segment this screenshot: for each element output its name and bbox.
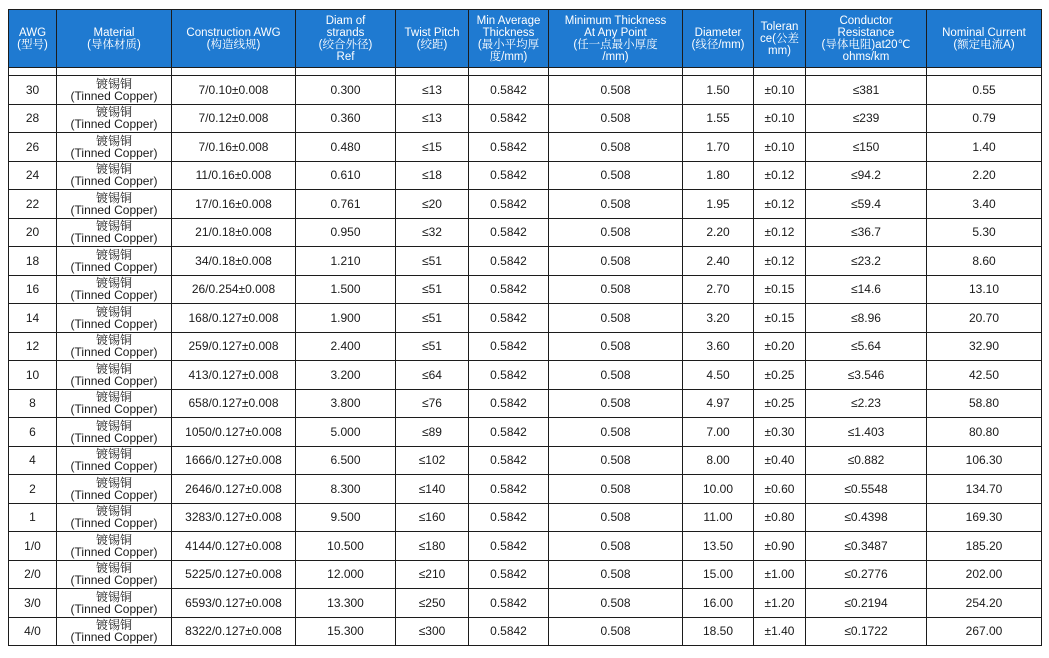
material-cn: 镀锡铜 — [95, 390, 132, 405]
cell-resistance: ≤1.403 — [806, 418, 927, 447]
cell-twist-pitch: ≤300 — [396, 617, 469, 646]
cell-diameter: 3.60 — [683, 332, 754, 361]
cell-twist-pitch: ≤180 — [396, 532, 469, 561]
material-cn: 镀锡铜 — [95, 219, 132, 234]
cell-strand-diameter: 12.000 — [296, 560, 396, 589]
cell-resistance: ≤36.7 — [806, 218, 927, 247]
cell-min-average-thickness: 0.5842 — [469, 617, 549, 646]
cell-construction: 3283/0.127±0.008 — [172, 503, 296, 532]
cell-nominal-current: 185.20 — [927, 532, 1042, 561]
cell-nominal-current: 80.80 — [927, 418, 1042, 447]
cell-tolerance: ±1.20 — [754, 589, 806, 618]
cell-awg: 22 — [9, 190, 57, 219]
table-row — [9, 589, 1042, 618]
cell-diameter: 2.20 — [683, 218, 754, 247]
material-cn: 镀锡铜 — [95, 304, 132, 319]
material-cn: 镀锡铜 — [95, 532, 132, 547]
cell-construction: 11/0.16±0.008 — [172, 161, 296, 190]
cell-diameter: 18.50 — [683, 617, 754, 646]
cell-resistance: ≤59.4 — [806, 190, 927, 219]
cell-construction: 6593/0.127±0.008 — [172, 589, 296, 618]
cell-nominal-current: 1.40 — [927, 133, 1042, 162]
cell-strand-diameter: 0.950 — [296, 218, 396, 247]
material-en: (Tinned Copper) — [70, 459, 158, 474]
cell-min-average-thickness: 0.5842 — [469, 304, 549, 333]
cell-tolerance: ±0.30 — [754, 418, 806, 447]
cell-diameter: 10.00 — [683, 475, 754, 504]
cell-awg: 2 — [9, 475, 57, 504]
cell-construction: 7/0.10±0.008 — [172, 76, 296, 105]
cell-diameter: 11.00 — [683, 503, 754, 532]
cell-construction: 5225/0.127±0.008 — [172, 560, 296, 589]
cell-construction: 34/0.18±0.008 — [172, 247, 296, 276]
table-row — [9, 560, 1042, 589]
cell-tolerance: ±0.10 — [754, 133, 806, 162]
material-en: (Tinned Copper) — [70, 630, 158, 645]
cell-awg: 12 — [9, 332, 57, 361]
cell-resistance: ≤0.2194 — [806, 589, 927, 618]
cell-min-thickness-any-point: 0.508 — [549, 190, 683, 219]
cell-construction: 21/0.18±0.008 — [172, 218, 296, 247]
cell-strand-diameter: 6.500 — [296, 446, 396, 475]
cell-twist-pitch: ≤51 — [396, 275, 469, 304]
cell-twist-pitch: ≤89 — [396, 418, 469, 447]
cell-tolerance: ±0.15 — [754, 275, 806, 304]
table-row — [9, 76, 1042, 105]
material-cn: 镀锡铜 — [95, 190, 132, 205]
cell-twist-pitch: ≤76 — [396, 389, 469, 418]
cell-min-average-thickness: 0.5842 — [469, 332, 549, 361]
cell-nominal-current: 5.30 — [927, 218, 1042, 247]
cell-resistance: ≤0.4398 — [806, 503, 927, 532]
cell-diameter: 1.95 — [683, 190, 754, 219]
cell-min-average-thickness: 0.5842 — [469, 76, 549, 105]
cell-awg: 2/0 — [9, 560, 57, 589]
cell-awg: 24 — [9, 161, 57, 190]
material-cn: 镀锡铜 — [95, 133, 132, 148]
cell-nominal-current: 134.70 — [927, 475, 1042, 504]
material-en: (Tinned Copper) — [70, 231, 158, 246]
cell-awg: 4/0 — [9, 617, 57, 646]
cell-construction: 4144/0.127±0.008 — [172, 532, 296, 561]
cell-min-thickness-any-point: 0.508 — [549, 446, 683, 475]
material-cn: 镀锡铜 — [95, 475, 132, 490]
header-spacer-row — [9, 68, 1042, 76]
material-cn: 镀锡铜 — [95, 162, 132, 177]
cell-resistance: ≤239 — [806, 104, 927, 133]
cell-tolerance: ±0.25 — [754, 389, 806, 418]
cell-twist-pitch: ≤64 — [396, 361, 469, 390]
cell-resistance: ≤0.5548 — [806, 475, 927, 504]
cell-diameter: 7.00 — [683, 418, 754, 447]
material-cn: 镀锡铜 — [95, 76, 132, 91]
cell-resistance: ≤2.23 — [806, 389, 927, 418]
cell-resistance: ≤0.882 — [806, 446, 927, 475]
cell-min-thickness-any-point: 0.508 — [549, 76, 683, 105]
cell-min-average-thickness: 0.5842 — [469, 133, 549, 162]
cell-nominal-current: 13.10 — [927, 275, 1042, 304]
cell-material — [57, 589, 172, 618]
cell-material — [57, 104, 172, 133]
cell-twist-pitch: ≤51 — [396, 304, 469, 333]
cell-nominal-current: 267.00 — [927, 617, 1042, 646]
cell-material — [57, 133, 172, 162]
header-tolerance: Toleran ce(公差 mm) — [754, 10, 806, 68]
cell-nominal-current: 169.30 — [927, 503, 1042, 532]
cell-nominal-current: 202.00 — [927, 560, 1042, 589]
cell-diameter: 1.55 — [683, 104, 754, 133]
table-row — [9, 361, 1042, 390]
cell-material — [57, 361, 172, 390]
material-en: (Tinned Copper) — [70, 544, 158, 559]
cell-material — [57, 332, 172, 361]
cell-tolerance: ±0.80 — [754, 503, 806, 532]
cell-diameter: 4.97 — [683, 389, 754, 418]
cell-construction: 1666/0.127±0.008 — [172, 446, 296, 475]
cell-construction: 2646/0.127±0.008 — [172, 475, 296, 504]
cell-strand-diameter: 9.500 — [296, 503, 396, 532]
table-row — [9, 532, 1042, 561]
cell-diameter: 8.00 — [683, 446, 754, 475]
cell-strand-diameter: 0.610 — [296, 161, 396, 190]
cell-material — [57, 503, 172, 532]
cell-min-average-thickness: 0.5842 — [469, 446, 549, 475]
cell-material — [57, 532, 172, 561]
cell-resistance: ≤14.6 — [806, 275, 927, 304]
material-en: (Tinned Copper) — [70, 88, 158, 103]
cell-min-thickness-any-point: 0.508 — [549, 161, 683, 190]
material-en: (Tinned Copper) — [70, 316, 158, 331]
cell-diameter: 13.50 — [683, 532, 754, 561]
material-en: (Tinned Copper) — [70, 345, 158, 360]
header-minimum-thickness: Minimum Thickness At Any Point (任一点最小厚度 /mm) — [549, 10, 683, 68]
cell-nominal-current: 20.70 — [927, 304, 1042, 333]
cell-min-thickness-any-point: 0.508 — [549, 133, 683, 162]
table-row — [9, 446, 1042, 475]
cell-material — [57, 190, 172, 219]
cell-awg: 16 — [9, 275, 57, 304]
cell-min-thickness-any-point: 0.508 — [549, 418, 683, 447]
cell-material — [57, 76, 172, 105]
cell-material — [57, 389, 172, 418]
cell-strand-diameter: 0.480 — [296, 133, 396, 162]
cell-twist-pitch: ≤102 — [396, 446, 469, 475]
cell-awg: 30 — [9, 76, 57, 105]
cell-nominal-current: 3.40 — [927, 190, 1042, 219]
cell-material — [57, 275, 172, 304]
table-row — [9, 190, 1042, 219]
cell-resistance: ≤8.96 — [806, 304, 927, 333]
material-cn: 镀锡铜 — [95, 589, 132, 604]
cell-tolerance: ±0.25 — [754, 361, 806, 390]
table-row — [9, 389, 1042, 418]
cell-twist-pitch: ≤51 — [396, 247, 469, 276]
material-en: (Tinned Copper) — [70, 573, 158, 588]
cell-construction: 17/0.16±0.008 — [172, 190, 296, 219]
cell-min-average-thickness: 0.5842 — [469, 218, 549, 247]
cell-awg: 8 — [9, 389, 57, 418]
cell-min-thickness-any-point: 0.508 — [549, 218, 683, 247]
cell-resistance: ≤5.64 — [806, 332, 927, 361]
cell-awg: 4 — [9, 446, 57, 475]
cell-awg: 14 — [9, 304, 57, 333]
cell-diameter: 3.20 — [683, 304, 754, 333]
cell-awg: 6 — [9, 418, 57, 447]
material-en: (Tinned Copper) — [70, 117, 158, 132]
cell-min-average-thickness: 0.5842 — [469, 475, 549, 504]
material-cn: 镀锡铜 — [95, 276, 132, 291]
cell-twist-pitch: ≤210 — [396, 560, 469, 589]
cell-construction: 413/0.127±0.008 — [172, 361, 296, 390]
header-construction-awg: Construction AWG (构造线规) — [172, 10, 296, 68]
cell-strand-diameter: 2.400 — [296, 332, 396, 361]
material-en: (Tinned Copper) — [70, 516, 158, 531]
cell-strand-diameter: 1.210 — [296, 247, 396, 276]
cell-awg: 28 — [9, 104, 57, 133]
cell-nominal-current: 2.20 — [927, 161, 1042, 190]
table-row — [9, 503, 1042, 532]
cell-min-average-thickness: 0.5842 — [469, 532, 549, 561]
material-cn: 镀锡铜 — [95, 105, 132, 120]
cell-min-thickness-any-point: 0.508 — [549, 560, 683, 589]
cell-min-thickness-any-point: 0.508 — [549, 275, 683, 304]
cell-nominal-current: 42.50 — [927, 361, 1042, 390]
cell-resistance: ≤23.2 — [806, 247, 927, 276]
cell-min-thickness-any-point: 0.508 — [549, 589, 683, 618]
cell-min-thickness-any-point: 0.508 — [549, 104, 683, 133]
cell-min-average-thickness: 0.5842 — [469, 418, 549, 447]
cell-min-average-thickness: 0.5842 — [469, 560, 549, 589]
material-en: (Tinned Copper) — [70, 430, 158, 445]
cell-min-average-thickness: 0.5842 — [469, 275, 549, 304]
cell-nominal-current: 58.80 — [927, 389, 1042, 418]
material-en: (Tinned Copper) — [70, 373, 158, 388]
cell-strand-diameter: 10.500 — [296, 532, 396, 561]
cell-min-average-thickness: 0.5842 — [469, 190, 549, 219]
cell-awg: 26 — [9, 133, 57, 162]
cell-construction: 259/0.127±0.008 — [172, 332, 296, 361]
material-en: (Tinned Copper) — [70, 259, 158, 274]
cell-min-thickness-any-point: 0.508 — [549, 361, 683, 390]
cell-resistance: ≤0.1722 — [806, 617, 927, 646]
material-en: (Tinned Copper) — [70, 402, 158, 417]
cell-diameter: 1.80 — [683, 161, 754, 190]
cell-strand-diameter: 0.761 — [296, 190, 396, 219]
wire-spec-table — [8, 9, 1042, 646]
cell-construction: 8322/0.127±0.008 — [172, 617, 296, 646]
header-min-average-thickness: Min Average Thickness (最小平均厚 度/mm) — [469, 10, 549, 68]
material-en: (Tinned Copper) — [70, 145, 158, 160]
cell-twist-pitch: ≤13 — [396, 76, 469, 105]
cell-construction: 7/0.16±0.008 — [172, 133, 296, 162]
cell-material — [57, 247, 172, 276]
cell-tolerance: ±0.15 — [754, 304, 806, 333]
cell-min-thickness-any-point: 0.508 — [549, 332, 683, 361]
cell-min-thickness-any-point: 0.508 — [549, 389, 683, 418]
cell-twist-pitch: ≤51 — [396, 332, 469, 361]
material-cn: 镀锡铜 — [95, 361, 132, 376]
cell-tolerance: ±0.90 — [754, 532, 806, 561]
material-en: (Tinned Copper) — [70, 487, 158, 502]
cell-resistance: ≤94.2 — [806, 161, 927, 190]
table-row — [9, 304, 1042, 333]
cell-min-thickness-any-point: 0.508 — [549, 247, 683, 276]
table-row — [9, 332, 1042, 361]
cell-nominal-current: 254.20 — [927, 589, 1042, 618]
cell-nominal-current: 0.79 — [927, 104, 1042, 133]
cell-material — [57, 617, 172, 646]
cell-twist-pitch: ≤250 — [396, 589, 469, 618]
cell-tolerance: ±0.12 — [754, 218, 806, 247]
cell-strand-diameter: 0.360 — [296, 104, 396, 133]
cell-construction: 168/0.127±0.008 — [172, 304, 296, 333]
cell-tolerance: ±0.60 — [754, 475, 806, 504]
cell-tolerance: ±0.12 — [754, 161, 806, 190]
table-row — [9, 161, 1042, 190]
header-diameter: Diameter (线径/mm) — [683, 10, 754, 68]
cell-twist-pitch: ≤160 — [396, 503, 469, 532]
table-body — [9, 68, 1042, 646]
cell-resistance: ≤3.546 — [806, 361, 927, 390]
cell-material — [57, 161, 172, 190]
cell-min-average-thickness: 0.5842 — [469, 247, 549, 276]
table-row — [9, 247, 1042, 276]
cell-material — [57, 304, 172, 333]
cell-tolerance: ±0.10 — [754, 104, 806, 133]
cell-min-average-thickness: 0.5842 — [469, 104, 549, 133]
cell-resistance: ≤0.2776 — [806, 560, 927, 589]
material-cn: 镀锡铜 — [95, 333, 132, 348]
cell-nominal-current: 106.30 — [927, 446, 1042, 475]
cell-nominal-current: 8.60 — [927, 247, 1042, 276]
table-row — [9, 275, 1042, 304]
cell-diameter: 1.50 — [683, 76, 754, 105]
cell-tolerance: ±0.10 — [754, 76, 806, 105]
cell-material — [57, 418, 172, 447]
cell-min-average-thickness: 0.5842 — [469, 503, 549, 532]
cell-material — [57, 446, 172, 475]
cell-min-thickness-any-point: 0.508 — [549, 475, 683, 504]
material-cn: 镀锡铜 — [95, 418, 132, 433]
cell-strand-diameter: 0.300 — [296, 76, 396, 105]
material-cn: 镀锡铜 — [95, 247, 132, 262]
table-row — [9, 104, 1042, 133]
cell-twist-pitch: ≤18 — [396, 161, 469, 190]
cell-twist-pitch: ≤32 — [396, 218, 469, 247]
cell-awg: 18 — [9, 247, 57, 276]
cell-strand-diameter: 1.500 — [296, 275, 396, 304]
cell-awg: 10 — [9, 361, 57, 390]
table-row — [9, 218, 1042, 247]
cell-awg: 20 — [9, 218, 57, 247]
cell-min-average-thickness: 0.5842 — [469, 589, 549, 618]
table-header-row — [9, 10, 1042, 68]
material-en: (Tinned Copper) — [70, 601, 158, 616]
cell-twist-pitch: ≤13 — [396, 104, 469, 133]
cell-min-average-thickness: 0.5842 — [469, 389, 549, 418]
table-row — [9, 133, 1042, 162]
material-en: (Tinned Copper) — [70, 174, 158, 189]
header-nominal-current: Nominal Current (额定电流A) — [927, 10, 1042, 68]
header-material: Material (导体材质) — [57, 10, 172, 68]
cell-strand-diameter: 3.800 — [296, 389, 396, 418]
material-cn: 镀锡铜 — [95, 504, 132, 519]
material-en: (Tinned Copper) — [70, 288, 158, 303]
cell-nominal-current: 0.55 — [927, 76, 1042, 105]
cell-tolerance: ±0.40 — [754, 446, 806, 475]
cell-min-thickness-any-point: 0.508 — [549, 304, 683, 333]
cell-material — [57, 475, 172, 504]
material-cn: 镀锡铜 — [95, 618, 132, 633]
cell-tolerance: ±1.00 — [754, 560, 806, 589]
cell-min-thickness-any-point: 0.508 — [549, 617, 683, 646]
cell-min-average-thickness: 0.5842 — [469, 361, 549, 390]
cell-construction: 26/0.254±0.008 — [172, 275, 296, 304]
cell-awg: 1/0 — [9, 532, 57, 561]
cell-strand-diameter: 1.900 — [296, 304, 396, 333]
cell-tolerance: ±0.12 — [754, 247, 806, 276]
material-en: (Tinned Copper) — [70, 202, 158, 217]
cell-diameter: 16.00 — [683, 589, 754, 618]
cell-nominal-current: 32.90 — [927, 332, 1042, 361]
cell-strand-diameter: 8.300 — [296, 475, 396, 504]
cell-material — [57, 218, 172, 247]
cell-resistance: ≤381 — [806, 76, 927, 105]
header-diam-of-strands: Diam of strands (绞合外径) Ref — [296, 10, 396, 68]
cell-diameter: 2.40 — [683, 247, 754, 276]
cell-diameter: 2.70 — [683, 275, 754, 304]
cell-resistance: ≤0.3487 — [806, 532, 927, 561]
cell-tolerance: ±0.20 — [754, 332, 806, 361]
table-row — [9, 418, 1042, 447]
cell-awg: 1 — [9, 503, 57, 532]
table-row — [9, 617, 1042, 646]
cell-twist-pitch: ≤20 — [396, 190, 469, 219]
cell-awg: 3/0 — [9, 589, 57, 618]
cell-construction: 1050/0.127±0.008 — [172, 418, 296, 447]
cell-twist-pitch: ≤140 — [396, 475, 469, 504]
material-cn: 镀锡铜 — [95, 447, 132, 462]
cell-strand-diameter: 5.000 — [296, 418, 396, 447]
cell-tolerance: ±0.12 — [754, 190, 806, 219]
cell-tolerance: ±1.40 — [754, 617, 806, 646]
cell-diameter: 1.70 — [683, 133, 754, 162]
cell-strand-diameter: 3.200 — [296, 361, 396, 390]
cell-strand-diameter: 13.300 — [296, 589, 396, 618]
cell-construction: 7/0.12±0.008 — [172, 104, 296, 133]
table-row — [9, 475, 1042, 504]
cell-resistance: ≤150 — [806, 133, 927, 162]
cell-material — [57, 560, 172, 589]
material-cn: 镀锡铜 — [95, 561, 132, 576]
header-conductor-resistance: Conductor Resistance (导体电阻)at20℃ ohms/km — [806, 10, 927, 68]
header-awg: AWG (型号) — [9, 10, 57, 68]
cell-min-thickness-any-point: 0.508 — [549, 503, 683, 532]
cell-min-thickness-any-point: 0.508 — [549, 532, 683, 561]
cell-twist-pitch: ≤15 — [396, 133, 469, 162]
cell-min-average-thickness: 0.5842 — [469, 161, 549, 190]
cell-strand-diameter: 15.300 — [296, 617, 396, 646]
header-twist-pitch: Twist Pitch (绞距) — [396, 10, 469, 68]
cell-diameter: 4.50 — [683, 361, 754, 390]
cell-construction: 658/0.127±0.008 — [172, 389, 296, 418]
cell-diameter: 15.00 — [683, 560, 754, 589]
